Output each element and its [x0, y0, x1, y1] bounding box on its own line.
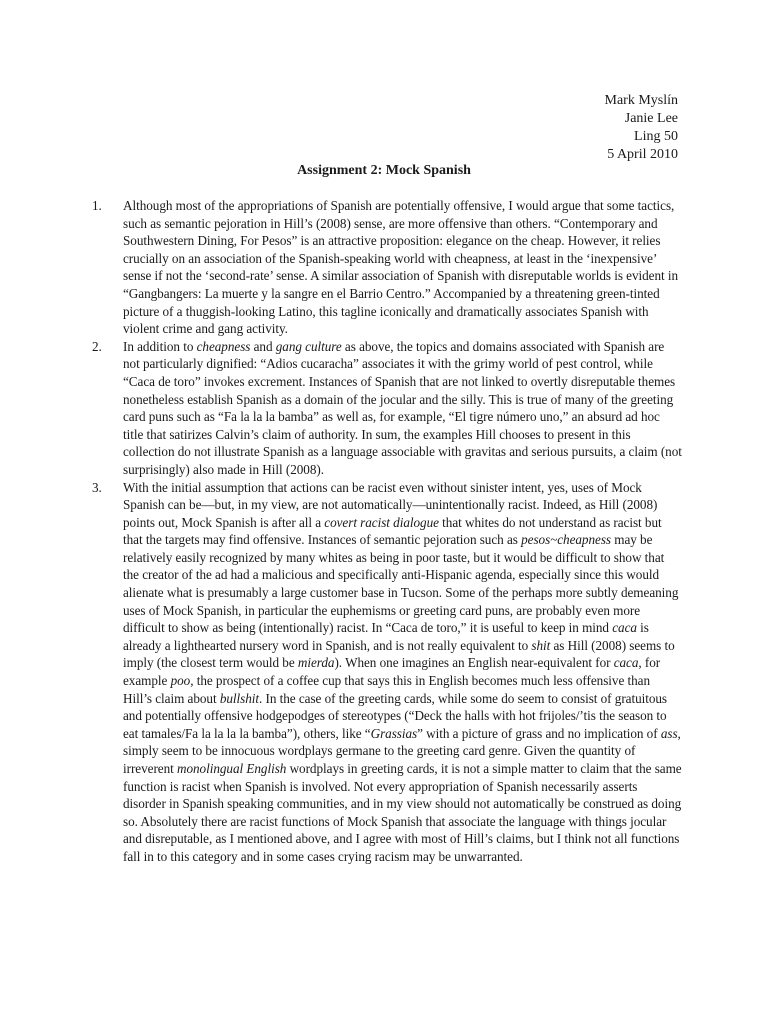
- text-segment: and: [250, 338, 276, 354]
- text-segment: may be relatively easily recognized by many whites as being in poor taste, but it would be difficult to show that the creator of the ad had a malicious and specifically anti-Hispanic agenda, especially since this would alienate what is presumably a large customer base in Tucson. Some of the perhaps more subtly demeaning uses of Mock Spanish, in particular the euphemisms or greeting card puns, are probably even more difficult to show as being (intentionally) racist. In “Caca de toro,” it is useful to keep in mind: [123, 532, 679, 636]
- text-segment: as above, the topics and domains associated with Spanish are not particularly dignified: “Adios cucaracha” associates it with the grimy world of pest control, while “Caca de toro” invokes excrement. Instances of Spanish that are not linked to overtly disreputable themes nonetheless establish Spanish as a domain of the jocular and the silly. This is true of many of the greeting card puns such as “Fa la la la bamba” as well as, for example, “El tigre número uno,” an absurd ad hoc title that satirizes Calvin’s claim of authority. In sum, the examples Hill chooses to present in this collection do not illustrate Spanish as a language associable with gravitas and serious pursuits, a claim (not surprisingly) also made in Hill (2008).: [123, 338, 682, 477]
- text-segment: ). When one imagines an English near-equivalent for: [334, 655, 614, 671]
- italic-term: Grassias: [370, 725, 418, 741]
- text-segment: Although most of the appropriations of Spanish are potentially offensive, I would argue that some tactics, such as semantic pejoration in Hill’s (2008) sense, are more offensive than others. “Contemporary and Southwestern Dining, For Pesos” is an attractive proposition: elegance on the cheap. However, it relies crucially on an association of the Spanish-speaking world with cheapness, at least in the ‘inexpensive’ sense if not the ‘second-rate’ sense. A similar association of Spanish with disreputable worlds is evident in “Gangbangers: La muerte y la sangre en el Barrio Centro.” Accompanied by a threatening green-tinted picture of a thuggish-looking Latino, this tagline iconically and dramatically associates Spanish with violent crime and gang activity.: [123, 198, 679, 337]
- answer-list: [92, 197, 682, 866]
- answer-number: 3.: [92, 479, 102, 495]
- answer-number: 2.: [92, 338, 102, 354]
- italic-term: caca: [612, 620, 637, 636]
- italic-term: gang culture: [275, 338, 342, 354]
- text-segment: With the initial assumption that actions can be racist even without sinister intent, yes, uses of Mock Spanish can be—but, in my view, are not automatically—unintentionally racist. Indeed, as Hill (2008) points out, Mock Spanish is after all a: [123, 479, 658, 530]
- author-header: [605, 92, 679, 164]
- text-segment: , for example: [123, 655, 661, 689]
- answer-text: [123, 338, 682, 479]
- italic-term: mierda: [297, 655, 335, 671]
- answer-text: [123, 197, 682, 338]
- answer-item-3: [92, 479, 682, 866]
- answer-item-1: [92, 197, 682, 338]
- italic-term: bullshit: [219, 690, 260, 706]
- course-name: Ling 50: [634, 129, 678, 144]
- document-title: Assignment 2: Mock Spanish: [297, 163, 471, 178]
- text-segment: . In the case of the greeting cards, while some do seem to consist of gratuitous and potentially offensive hodgepodges of stereotypes (“Deck the halls with hot frijoles/’tis the season to eat tamales/Fa la la la la bamba”), others, like “: [123, 690, 668, 741]
- document-date: 5 April 2010: [607, 147, 678, 162]
- text-segment: is already a lighthearted nursery word in Spanish, and is not really equivalent to: [123, 620, 649, 653]
- italic-term: poo: [170, 673, 191, 689]
- instructor-name: Janie Lee: [624, 111, 678, 126]
- answer-item-2: [92, 338, 682, 479]
- italic-term: cheapness: [196, 338, 251, 354]
- text-segment: , the prospect of a coffee cup that says this in English becomes much less offensive than Hill’s claim about: [123, 673, 651, 706]
- italic-term: caca: [613, 655, 639, 671]
- text-segment: ” with a picture of grass and no implication of: [417, 725, 661, 741]
- text-segment: as Hill (2008) seems to imply (the closest term would be: [123, 637, 675, 671]
- author-name: Mark Myslín: [604, 93, 678, 108]
- italic-term: ass: [660, 725, 678, 741]
- text-segment: In addition to: [123, 338, 197, 354]
- answer-text: [123, 479, 682, 866]
- italic-term: pesos~cheapness: [521, 532, 611, 548]
- italic-term: shit: [531, 637, 551, 653]
- text-segment: wordplays in greeting cards, it is not a simple matter to claim that the same function is racist when Spanish is involved. Not every appropriation of Spanish necessarily asserts disorder in Spanish speaking communities, and in my view should not automatically be construed as doing so. Absolutely there are racist functions of Mock Spanish that associate the language with things jocular and disreputable, as I mentioned above, and I agree with most of Hill’s claims, but I think not all functions fall in to this category and in some cases crying racism may be unwarranted.: [123, 761, 682, 864]
- italic-term: monolingual English: [177, 761, 287, 776]
- answer-number: 1.: [92, 198, 102, 213]
- italic-term: covert racist dialogue: [324, 514, 439, 530]
- text-segment: , simply seem to be innocuous wordplays germane to the greeting card genre. Given the quantity of irreverent: [123, 725, 681, 776]
- text-segment: that whites do not understand as racist but that the targets may find offensive. Instances of semantic pejoration such as: [123, 514, 662, 548]
